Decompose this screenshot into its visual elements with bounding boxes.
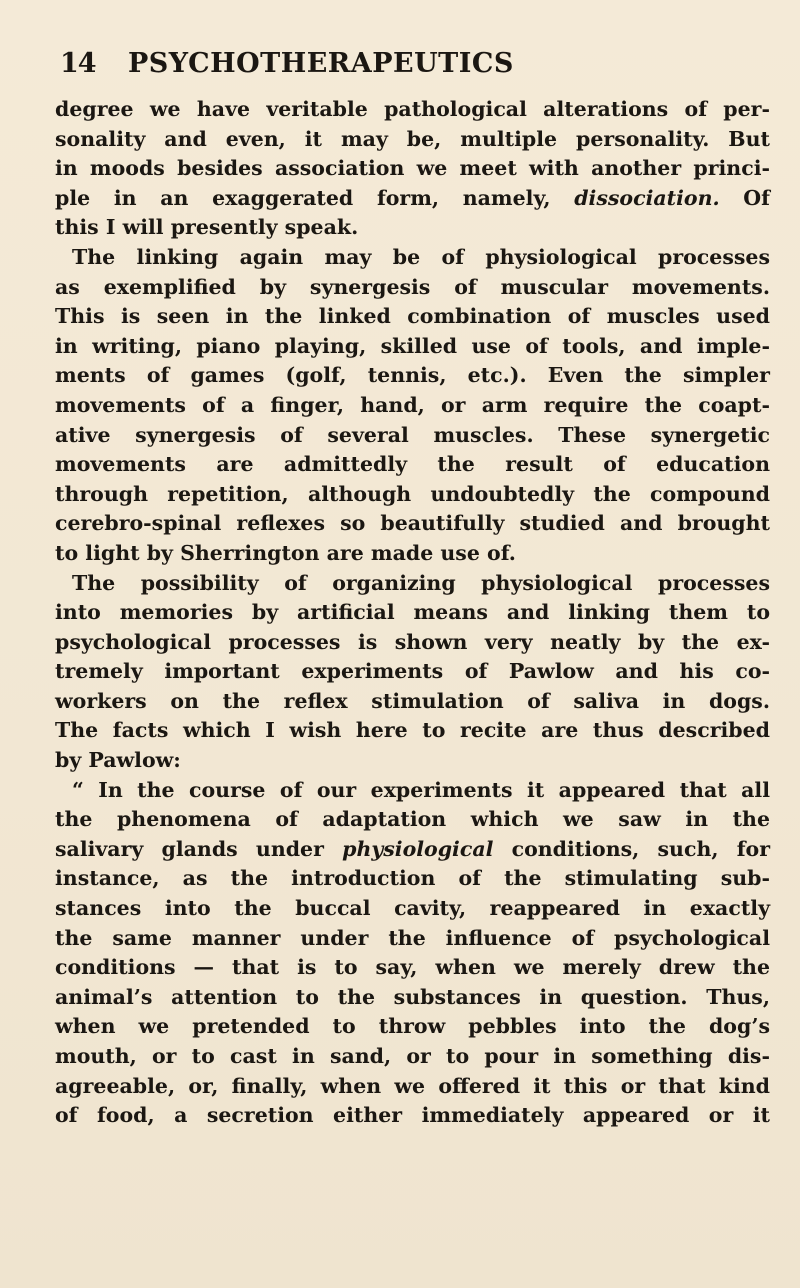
text-line: stances into the buccal cavity, reappeared in exactly <box>55 896 770 921</box>
text-line: workers on the reflex stimulation of saliva in dogs. <box>55 688 770 713</box>
text-line: mouth, or to cast in sand, or to pour in something dis- <box>55 1044 770 1068</box>
running-head: PSYCHOTHERAPEUTICS <box>128 48 514 79</box>
emphasis-dissociation: dissociation. <box>574 185 720 210</box>
text-line: The possibility of organizing physiological processes <box>72 570 770 595</box>
text-segment: conditions, such, for <box>493 836 770 861</box>
text-segment: ple in an exaggerated form, namely, <box>55 185 575 210</box>
text-line: ments of games (golf, tennis, etc.). Even the simpler <box>55 363 770 388</box>
emphasis-physiological: physiological <box>342 836 494 861</box>
text-line: to light by Sherrington are made use of. <box>55 540 516 565</box>
text-line: conditions — that is to say, when we merely drew the <box>55 955 770 980</box>
text-line: as exemplified by synergesis of muscular movements. <box>55 274 770 299</box>
text-line: into memories by artificial means and linking them to <box>55 600 770 625</box>
text-line: of food, a secretion either immediately appeared or it <box>55 1103 770 1128</box>
text-line: animal’s attention to the substances in question. Thus, <box>55 984 770 1009</box>
text-line: ative synergesis of several muscles. These synergetic <box>55 422 770 447</box>
text-line: movements of a finger, hand, or arm require the coapt- <box>55 392 770 417</box>
text-segment: salivary glands under <box>55 836 343 861</box>
text-line: this I will presently speak. <box>55 215 359 240</box>
text-line: This is seen in the linked combination of muscles used <box>55 304 770 329</box>
text-line: through repetition, although undoubtedly the compound <box>55 481 770 506</box>
text-line: in moods besides association we meet with another princi- <box>55 156 770 181</box>
text-line: movements are admittedly the result of education <box>55 452 770 477</box>
text-line: sonality and even, it may be, multiple personality. But <box>55 126 770 151</box>
text-line <box>55 184 770 214</box>
text-line: by Pawlow: <box>55 748 181 773</box>
text-line: cerebro-spinal reflexes so beautifully studied and brought <box>55 511 770 536</box>
text-line: the phenomena of adaptation which we saw in the <box>55 807 770 832</box>
text-line: degree we have veritable pathological alterations of per- <box>55 97 770 121</box>
body-text <box>55 95 770 1131</box>
text-line: “ In the course of our experiments it appeared that all <box>72 777 770 802</box>
text-segment: Of <box>719 185 770 210</box>
text-line <box>55 835 770 865</box>
text-line: the same manner under the influence of psychological <box>55 925 770 950</box>
text-line: The facts which I wish here to recite are thus described <box>55 718 770 743</box>
text-line: instance, as the introduction of the stimulating sub- <box>55 866 770 891</box>
text-line: in writing, piano playing, skilled use of tools, and imple- <box>55 333 770 358</box>
page-header <box>60 44 580 84</box>
page-number: 14 <box>60 48 96 79</box>
text-line: agreeable, or, finally, when we offered it this or that kind <box>55 1073 770 1098</box>
text-line: The linking again may be of physiological processes <box>72 244 770 269</box>
text-line: tremely important experiments of Pawlow and his co- <box>55 659 770 684</box>
text-line: when we pretended to throw pebbles into the dog’s <box>55 1014 770 1039</box>
text-line: psychological processes is shown very neatly by the ex- <box>55 629 770 654</box>
